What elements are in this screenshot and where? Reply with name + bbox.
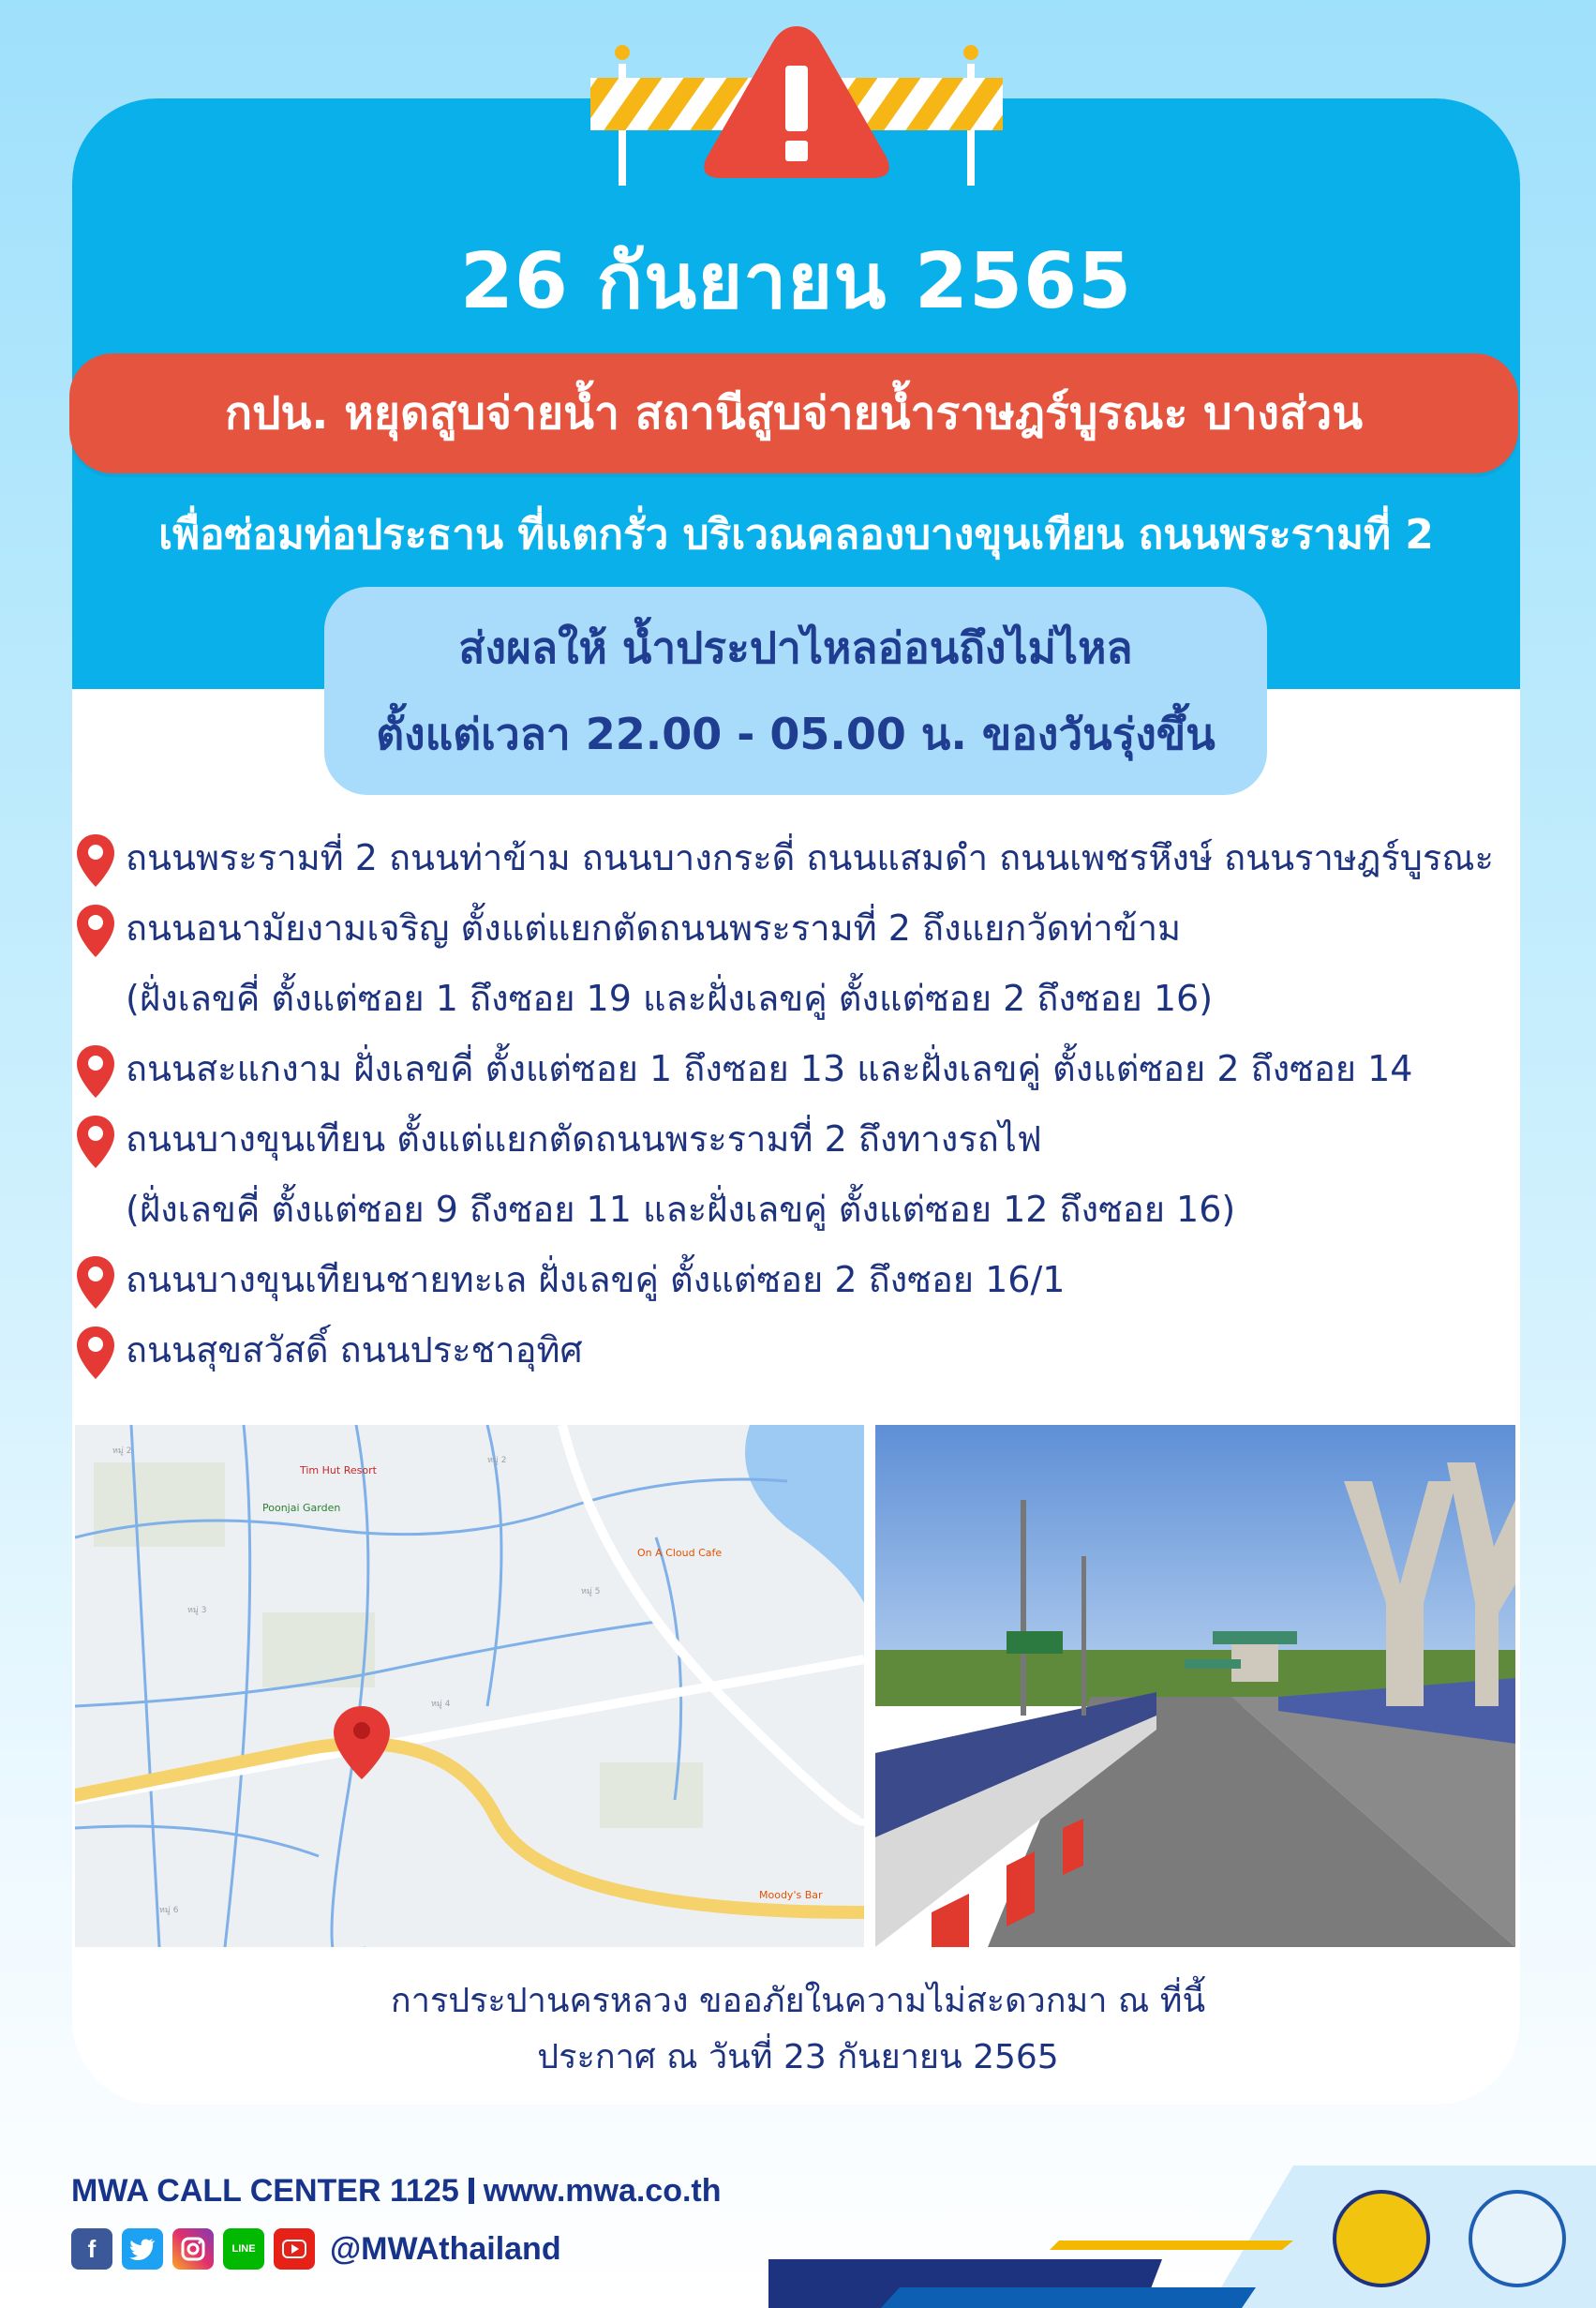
oncloud-label: On A Cloud Cafe xyxy=(637,1547,723,1559)
area-item xyxy=(75,823,1523,893)
mwa-logo-icon xyxy=(1469,2190,1566,2287)
svg-text:หมู่ 3: หมู่ 3 xyxy=(187,1606,207,1615)
affected-areas-list xyxy=(75,823,1523,1386)
headline-banner: กปน. หยุดสูบจ่ายน้ำ สถานีสูบจ่ายน้ำราษฎร์บูรณะ บางส่วน xyxy=(69,353,1518,473)
effect-line-2: ตั้งแต่เวลา 22.00 - 05.00 น. ของวันรุ่งขึ้น xyxy=(376,709,1216,759)
facebook-icon[interactable]: f xyxy=(71,2228,112,2270)
website-link[interactable]: www.mwa.co.th xyxy=(483,2173,722,2209)
area-item xyxy=(75,1175,1523,1245)
location-pin-icon xyxy=(75,903,116,959)
youtube-icon[interactable] xyxy=(274,2228,315,2270)
social-bar xyxy=(71,2227,561,2271)
social-handle[interactable]: @MWAthailand xyxy=(330,2230,561,2267)
poonjai-label: Poonjai Garden xyxy=(262,1502,341,1514)
location-pin-icon xyxy=(75,1114,116,1170)
moodys-label: Moody's Bar xyxy=(759,1889,823,1901)
location-map xyxy=(75,1425,864,1947)
warning-barrier-icon xyxy=(590,26,1003,186)
area-item xyxy=(75,1104,1523,1175)
area-text: ถนนสุขสวัสดิ์ ถนนประชาอุทิศ xyxy=(126,1329,583,1371)
call-center-text: MWA CALL CENTER 1125 xyxy=(71,2173,459,2209)
instagram-icon[interactable] xyxy=(172,2228,214,2270)
location-pin-icon xyxy=(75,1254,116,1311)
royal-emblem-icon xyxy=(1333,2190,1430,2287)
announced-date-text: ประกาศ ณ วันที่ 23 กันยายน 2565 xyxy=(537,2038,1059,2076)
area-text: ถนนอนามัยงามเจริญ ตั้งแต่แยกตัดถนนพระรามที่ 2 ถึงแยกวัดท่าข้าม xyxy=(126,907,1182,949)
area-item xyxy=(75,964,1523,1034)
contact-line xyxy=(71,2173,722,2210)
timhut-label: Tim Hut Resort xyxy=(300,1464,377,1476)
area-item xyxy=(75,1315,1523,1386)
effect-line-1: ส่งผลให้ น้ำประปาไหลอ่อนถึงไม่ไหล xyxy=(458,622,1133,673)
announcement-date: 26 กันยายน 2565 xyxy=(459,237,1133,326)
svg-text:หมู่ 2: หมู่ 2 xyxy=(112,1446,132,1456)
area-item xyxy=(75,1034,1523,1104)
area-item xyxy=(75,893,1523,964)
area-item xyxy=(75,1245,1523,1315)
svg-text:หมู่ 2: หมู่ 2 xyxy=(487,1456,507,1465)
sub-headline: เพื่อซ่อมท่อประธาน ที่แตกรั่ว บริเวณคลองบางขุนเทียน ถนนพระรามที่ 2 xyxy=(158,511,1434,559)
svg-text:หมู่ 6: หมู่ 6 xyxy=(159,1906,179,1915)
area-text: ถนนพระรามที่ 2 ถนนท่าข้าม ถนนบางกระดี่ ถนนแสมดำ ถนนเพชรหึงษ์ ถนนราษฎร์บูรณะ xyxy=(126,837,1494,878)
effect-box xyxy=(324,587,1267,795)
location-pin-icon xyxy=(75,832,116,889)
twitter-icon[interactable] xyxy=(122,2228,163,2270)
area-text: ถนนสะแกงาม ฝั่งเลขคี่ ตั้งแต่ซอย 1 ถึงซอย 13 และฝั่งเลขคู่ ตั้งแต่ซอย 2 ถึงซอย 14 xyxy=(126,1048,1413,1089)
line-icon[interactable]: LINE xyxy=(223,2228,264,2270)
area-text: (ฝั่งเลขคี่ ตั้งแต่ซอย 1 ถึงซอย 19 และฝั่งเลขคู่ ตั้งแต่ซอย 2 ถึงซอย 16) xyxy=(126,978,1214,1019)
svg-text:หมู่ 4: หมู่ 4 xyxy=(431,1700,451,1709)
location-pin-icon xyxy=(75,1325,116,1381)
apology-text: การประปานครหลวง ขออภัยในความไม่สะดวกมา ณ ที่นี้ xyxy=(390,1982,1206,2020)
area-text: (ฝั่งเลขคี่ ตั้งแต่ซอย 9 ถึงซอย 11 และฝั่งเลขคู่ ตั้งแต่ซอย 12 ถึงซอย 16) xyxy=(126,1189,1236,1230)
footer-text xyxy=(0,1973,1596,2086)
area-text: ถนนบางขุนเทียน ตั้งแต่แยกตัดถนนพระรามที่ 2 ถึงทางรถไฟ xyxy=(126,1118,1042,1160)
svg-text:หมู่ 5: หมู่ 5 xyxy=(581,1587,601,1596)
location-pin-icon xyxy=(75,1043,116,1100)
street-photo xyxy=(875,1425,1515,1947)
separator xyxy=(469,2178,474,2204)
area-text: ถนนบางขุนเทียนชายทะเล ฝั่งเลขคู่ ตั้งแต่ซอย 2 ถึงซอย 16/1 xyxy=(126,1259,1066,1300)
